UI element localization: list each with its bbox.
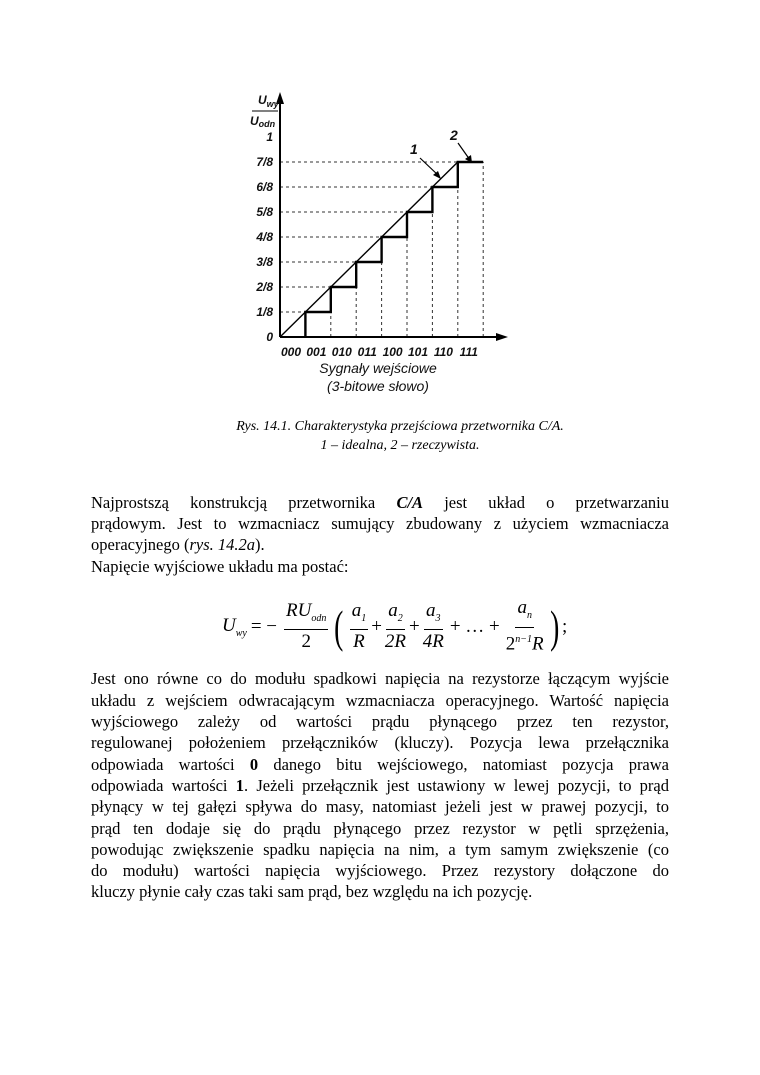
- real-characteristic-staircase: [305, 162, 483, 337]
- text-segment: Napięcie wyjściowe układu ma postać:: [91, 557, 349, 576]
- formula-ellipsis: + … +: [449, 616, 500, 637]
- text-segment: odpowiada wartości: [91, 776, 236, 795]
- text-segment: prądowym. Jest to wzmacniacz sumujący zbudowany z użyciem wzmacniacza: [91, 514, 669, 533]
- text-segment: operacyjnego (: [91, 535, 190, 554]
- annotation-1-label: 1: [410, 141, 418, 157]
- x-tick-label: 000: [280, 345, 302, 359]
- y-tick-label: 5/8: [256, 205, 273, 219]
- text-line: [91, 691, 669, 711]
- formula-lhs: $U_{wy}$: [222, 615, 247, 639]
- formula-term-n: $\frac{a_n}{2^{n-1}R}$: [505, 597, 544, 655]
- transfer-characteristic-chart: [0, 0, 760, 410]
- text-segment: prąd ten dodaje się do prądu płynącego przez rezystor w pętli sprzężenia,: [91, 819, 669, 838]
- x-tick-label: 100: [382, 345, 403, 359]
- text-segment: ).: [255, 535, 265, 554]
- y-tick-label: 3/8: [256, 255, 273, 269]
- text-segment: . Jeżeli przełącznik jest ustawiony w lewej pozycji, to prąd: [244, 776, 669, 795]
- x-tick-label: 011: [357, 345, 377, 359]
- formula-paren-open: (: [334, 601, 344, 652]
- formula-term-1: $\frac{a_1}{R}$: [351, 599, 367, 653]
- text-segment: wyjściowego zależy od wartości prądu płynącego przez ten rezystor,: [91, 712, 669, 731]
- annotation-2-label: 2: [450, 127, 458, 143]
- text-line: [91, 514, 669, 534]
- figure-caption-line1: Rys. 14.1. Charakterystyka przejściowa przetwornika C/A.: [236, 419, 564, 434]
- text-segment: kluczy płynie cały czas taki sam prąd, bez względu na ich pozycję.: [91, 882, 533, 901]
- figure-caption-line2: 1 – idealna, 2 – rzeczywista.: [320, 438, 480, 453]
- x-axis-subtitle: (3-bitowe słowo): [327, 378, 429, 394]
- text-segment: odpowiada wartości: [91, 755, 250, 774]
- text-segment: 1: [235, 776, 244, 795]
- text-segment: układu z wejściem odwracającym wzmacniacza operacyjnego. Wartość napięcia: [91, 691, 669, 710]
- text-line: [91, 755, 669, 775]
- text-segment: Najprostszą konstrukcją przetwornika: [91, 493, 397, 512]
- y-tick-label: 2/8: [256, 280, 273, 294]
- text-segment: danego bitu wejściowego, natomiast pozycja prawa: [258, 755, 669, 774]
- x-tick-label: 111: [459, 345, 478, 359]
- x-tick-label: 101: [407, 345, 429, 359]
- text-line: [91, 819, 669, 839]
- text-line: [91, 535, 669, 555]
- text-line: [91, 557, 669, 577]
- text-line: [91, 797, 669, 817]
- y-tick-label: 0: [266, 330, 273, 344]
- output-voltage-formula: [222, 597, 567, 657]
- y-label-numerator: $U_{wy}$: [258, 93, 279, 109]
- formula-term-2: $\frac{a_2}{2R}$: [384, 599, 407, 653]
- text-line: [91, 882, 669, 902]
- x-tick-label: 110: [433, 345, 453, 359]
- text-segment: płynący w tej gałęzi spływa do masy, natomiast jeżeli jest w prawej pozycji, to: [91, 797, 669, 816]
- text-line: [91, 840, 669, 860]
- x-tick-label: 010: [331, 345, 352, 359]
- text-line: [91, 861, 669, 881]
- formula-plus: +: [409, 616, 420, 637]
- formula-equals: = −: [250, 616, 278, 637]
- x-axis-arrow-icon: [496, 333, 508, 341]
- text-segment: rys. 14.2a: [189, 535, 256, 554]
- formula-paren-close: ): [549, 601, 559, 652]
- formula-plus: +: [371, 616, 382, 637]
- text-segment: jest układ o przetwarzaniu: [423, 493, 669, 512]
- y-label-denominator: Uodn: [250, 114, 276, 129]
- formula-term-3: $\frac{a_3}{4R}$: [422, 599, 444, 653]
- x-tick-label: 001: [306, 345, 327, 359]
- y-tick-label: 1/8: [256, 305, 273, 319]
- formula-coefficient: $\frac{RU_{odn}}{2}$: [286, 599, 327, 653]
- y-tick-label: 6/8: [256, 180, 273, 194]
- text-segment: powodując zwiększenie spadku napięcia na nim, a tym samym zwiększenie (co: [91, 840, 669, 859]
- text-line: [91, 733, 669, 753]
- text-line: [91, 776, 669, 796]
- text-segment: do modułu) wartości napięcia wyjściowego. Przez rezystory dołączone do: [91, 861, 669, 880]
- text-segment: 0: [249, 755, 259, 774]
- x-axis-title: Sygnały wejściowe: [319, 360, 437, 376]
- text-line: [91, 712, 669, 732]
- text-line: [91, 669, 669, 689]
- text-line: [91, 493, 669, 513]
- y-tick-label: 7/8: [256, 155, 273, 169]
- text-segment: Jest ono równe co do modułu spadkowi napięcia na rezystorze łączącym wyjście: [91, 669, 669, 688]
- y-tick-label: 4/8: [256, 230, 273, 244]
- text-segment: regulowanej położeniem przełączników (kluczy). Pozycja lewa przełącznika: [91, 733, 669, 752]
- ideal-characteristic-line: [280, 162, 458, 337]
- y-tick-label: 1: [266, 130, 273, 144]
- formula-semicolon: ;: [561, 616, 568, 637]
- text-segment: C/A: [396, 493, 424, 512]
